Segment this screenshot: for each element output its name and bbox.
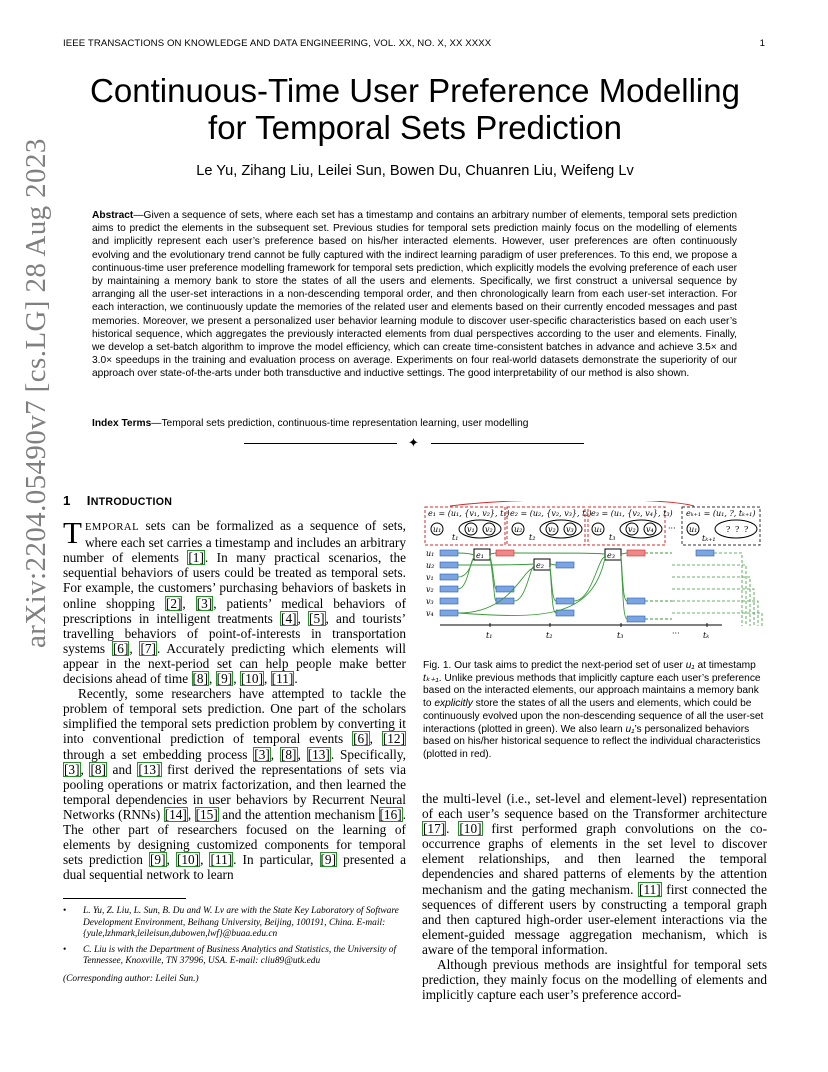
text-run: , xyxy=(270,746,280,762)
encoder-label: e₁ xyxy=(476,551,484,560)
citation-link[interactable]: [4] xyxy=(281,610,297,626)
time-label: tₖ₊₁ xyxy=(702,534,716,543)
text-run: . xyxy=(446,821,459,837)
footnote-affiliation-2 xyxy=(63,945,406,968)
citation-link[interactable]: [3] xyxy=(196,595,213,611)
caption-run: . Unlike previous methods that implicitly capture each user’s preference based on the interacted elements, our approach maintains a memory bank to xyxy=(423,672,761,710)
text-run: . In particular, xyxy=(233,852,320,868)
abstract-text: —Given a sequence of sets, where each set has a timestamp and contains an arbitrary number of elements, temporal sets prediction aims to predict the elements in the subsequent set. Previous studies for temporal sets prediction mainly focus on the modelling of elements and implicitly represent each user’s preference based on his/her interacted elements. However, user preferences are often continuously evolving and the evolutionary trend cannot be fully captured with the indirect learning paradigm of user preferences. To this end, we propose a continuous-time user preference modelling framework for temporal sets prediction, which explicitly models the evolving preference of each user by maintaining a memory bank to store the states of all the users and elements. Specifically, we first construct a universal sequence by arranging all the user-set interactions in a non-descending temporal order, and then chronologically learn from each user-set interaction. For each interaction, we continuously update the memories of the related user and elements based on their currently encoded messages and past memories. Moreover, we present a personalized user behavior learning module to discover user-specific characteristics based on each user’s historical sequence, which aggregates the previously interacted elements from dual perspectives according to the user and elements. Finally, we develop a set-batch algorithm to improve the model efficiency, which can create time-consistent batches in advance and achieve 3.5× and 3.0× speedups in the training and evaluation process on average. Experiments on four real-world datasets demonstrate the superiority of our approach over state-of-the-arts under both transductive and inductive settings. The good interpretability of our method is also shown. xyxy=(92,210,737,380)
arxiv-stamp: arXiv:2204.05490v7 [cs.LG] 28 Aug 2023 xyxy=(20,138,52,648)
citation-link[interactable]: [13] xyxy=(138,761,161,777)
text-run: presented a dual sequential network to learn xyxy=(63,852,407,883)
unknown-mark: ? xyxy=(735,525,740,534)
caption-run: at timestamp xyxy=(694,660,756,671)
drop-cap: T xyxy=(63,515,82,551)
footnote-rule xyxy=(63,898,186,899)
citation-link[interactable]: [14] xyxy=(164,806,187,822)
author-list: Le Yu, Zihang Liu, Leilei Sun, Bowen Du, Chuanren Liu, Weifeng Lv xyxy=(196,163,634,179)
journal-name: IEEE TRANSACTIONS ON KNOWLEDGE AND DATA ENGINEERING, VOL. XX, NO. X, XX XXXX xyxy=(63,38,492,49)
citation-link[interactable]: [6] xyxy=(112,640,129,656)
index-terms-text: —Temporal sets prediction, continuous-time representation learning, user modelling xyxy=(151,418,529,429)
text-run: the multi-level (i.e., set-level and element-level) representation of each user’s sequence based on the Transformer architecture xyxy=(422,791,767,822)
section-separator xyxy=(244,436,584,450)
citation-link[interactable]: [10] xyxy=(176,852,200,868)
encoder-label: e₃ xyxy=(607,551,615,560)
page-number: 1 xyxy=(759,38,765,49)
text-run: , xyxy=(187,806,195,822)
axis-label-t2: t₂ xyxy=(546,631,553,640)
text-run: , xyxy=(233,671,240,687)
node-label: v₂ xyxy=(628,525,636,534)
red-sequence-arc xyxy=(450,501,694,506)
event-label-2: e₂ = (u₂, {v₂, v₃}, t₂) xyxy=(510,509,592,518)
separator-line-right xyxy=(431,443,584,444)
right-column xyxy=(422,791,767,1002)
text-run: . In many practical scenarios, the sequential behaviors of users could be treated as temporal sets. For example, the customers’ purchasing behaviors of baskets in online shopping xyxy=(63,550,406,611)
caption-math: u₁ xyxy=(625,723,635,735)
text-run: , xyxy=(129,640,140,656)
row-label: u₂ xyxy=(426,561,435,570)
separator-diamond-icon: ✦ xyxy=(408,435,419,450)
text-run: , xyxy=(297,610,309,626)
unknown-mark: ? xyxy=(744,525,749,534)
corresponding-author: (Corresponding author: Leilei Sun.) xyxy=(63,973,199,984)
node-label: v₁ xyxy=(467,525,475,534)
figure-caption xyxy=(423,660,766,762)
citation-link[interactable]: [8] xyxy=(192,671,209,687)
text-run: . Specifically, xyxy=(330,746,406,762)
intro-paragraph-1 xyxy=(63,515,406,687)
event-label-3: e₃ = (u₁, {v₂, v₄}, t₃) xyxy=(591,509,673,518)
caption-math: u₁ xyxy=(685,660,695,671)
axis-label-t3: t₃ xyxy=(617,631,624,640)
citation-link[interactable]: [10] xyxy=(459,821,482,837)
citation-link[interactable]: [5] xyxy=(309,610,325,626)
node-label: u₁ xyxy=(433,525,442,534)
node-label: u₁ xyxy=(594,525,603,534)
text-run: , patients’ medical behaviors of prescriptions in intelligent treatments xyxy=(63,595,406,626)
index-terms-label: Index Terms xyxy=(92,418,152,429)
text-run: , xyxy=(200,852,210,868)
text-run: through a set embedding process xyxy=(63,746,254,762)
event-label-next: eₖ₊₁ = (u₁, ?, tₖ₊₁) xyxy=(686,509,756,518)
axis-label-t1: t₁ xyxy=(486,631,493,640)
right-paragraph-1 xyxy=(422,791,767,957)
text-run: and the attention mechanism xyxy=(218,806,379,822)
footnotes xyxy=(63,906,406,986)
intro-paragraph-2 xyxy=(63,686,406,882)
caption-emphasis: explicitly xyxy=(434,698,473,710)
section-first-letter: I xyxy=(86,493,91,508)
caption-run: ’s personalized behaviors based on his/her historical sequence to reflect the individual characteristics (plotted in red). xyxy=(423,723,761,760)
text-run: . The other part of researchers focused on the learning of elements by designing customized components for temporal sets prediction xyxy=(63,806,406,868)
text-run: , xyxy=(166,852,176,868)
abstract-label: Abstract xyxy=(92,210,134,221)
row-label: u₁ xyxy=(426,549,435,558)
section-title-rest: NTRODUCTION xyxy=(90,496,173,508)
running-header xyxy=(63,38,765,49)
index-terms xyxy=(92,418,737,429)
text-run: , xyxy=(209,671,216,687)
text-run: and xyxy=(106,761,138,777)
text-run: , and tourists’ travelling behaviors of point-of-interests in transportation systems xyxy=(63,610,406,656)
text-run: , xyxy=(182,595,196,611)
memory-initial xyxy=(440,550,458,616)
citation-link[interactable]: [3] xyxy=(64,761,80,777)
citation-link[interactable]: [9] xyxy=(216,671,233,687)
axis-ellipsis: ··· xyxy=(672,629,680,638)
citation-link[interactable]: [13] xyxy=(307,746,330,762)
time-label: t₃ xyxy=(609,533,616,542)
citation-link[interactable]: [9] xyxy=(320,852,337,868)
bullet: • xyxy=(63,906,67,916)
right-paragraph-2: Although previous methods are insightful for temporal sets prediction, they mainly focus on the modelling of elements and implicitly capture each user’s preference accord- xyxy=(422,957,767,1003)
citation-link[interactable]: [6] xyxy=(353,731,369,747)
row-label: v₃ xyxy=(426,597,434,606)
memory-updates xyxy=(496,550,714,622)
abstract xyxy=(92,209,737,381)
citation-link[interactable]: [11] xyxy=(639,881,661,897)
row-label: v₁ xyxy=(426,573,434,582)
citation-link[interactable]: [16] xyxy=(379,806,402,822)
separator-line-left xyxy=(244,443,397,444)
citation-link[interactable]: [3] xyxy=(254,746,270,762)
axis-label-tk: tₖ xyxy=(703,631,710,640)
footnote-text: C. Liu is with the Department of Business Analytics and Statistics, the University of Tennessee, Knoxville, TN 37996, USA. E-mail: cliu89@utk.edu xyxy=(83,944,397,967)
caption-math: tₖ₊₁ xyxy=(423,672,439,684)
citation-link[interactable]: [12] xyxy=(382,731,405,747)
paper-title xyxy=(70,72,760,146)
left-column xyxy=(63,493,406,882)
figure-1-diagram xyxy=(422,501,767,647)
citation-link[interactable]: [11] xyxy=(210,852,233,868)
node-label: v₃ xyxy=(566,525,574,534)
text-run: Recently, some researchers have attempted to tackle the problem of temporal sets prediction. One part of the scholars simplified the temporal sets prediction problem by converting it into conventional prediction of temporal events xyxy=(63,686,406,747)
caption-run: Fig. 1. Our task aims to predict the next-period set of user xyxy=(423,660,686,671)
citation-link[interactable]: [1] xyxy=(188,550,204,566)
title-line-1: Continuous-Time User Preference Modelling xyxy=(90,72,740,109)
lead-smallcaps: EMPORAL xyxy=(84,522,140,534)
row-label: v₄ xyxy=(426,609,434,618)
text-run: sets can be formalized as a sequence of sets, where each set carries a timestamp and includes an arbitrary number of elements xyxy=(63,518,406,566)
citation-link[interactable]: [15] xyxy=(195,806,218,822)
citation-link[interactable]: [11] xyxy=(271,671,294,687)
text-run: first derived the representations of sets via pooling operations or matrix factorization, and then learned the temporal dependencies in user behaviors by Recurrent Neural Networks (RNNs) xyxy=(63,761,406,822)
footnote-affiliation-1 xyxy=(63,906,406,941)
text-run: , xyxy=(369,731,382,747)
row-label: v₂ xyxy=(426,585,434,594)
time-label: t₂ xyxy=(529,533,536,542)
node-label: u₁ xyxy=(689,525,698,534)
citation-link[interactable]: [7] xyxy=(140,640,156,656)
text-run: first connected the sequences of different users by constructing a temporal graph and then captured high-order user-element interactions via the element-guided message aggregation mechanism, which is aware of the temporal information. xyxy=(422,881,767,957)
footnote-text: L. Yu, Z. Liu, L. Sun, B. Du and W. Lv are with the State Key Laboratory of Software Development Environment, Beihang University, Beijing, 100191, China. E-mail: {yule,lzhmark,leileisun,dubowen,lwf}@buaa.edu.cn xyxy=(83,906,399,940)
event-label-1: e₁ = (u₁, {v₁, v₂}, t₁) xyxy=(428,509,510,518)
encoder-label: e₂ xyxy=(536,561,544,570)
section-number: 1 xyxy=(63,493,71,508)
unknown-mark: ? xyxy=(726,525,731,534)
text-run: , xyxy=(264,671,271,687)
section-heading xyxy=(63,493,406,510)
citation-link[interactable]: [8] xyxy=(280,746,297,762)
time-label: t₁ xyxy=(452,533,459,542)
node-label: v₂ xyxy=(548,525,556,534)
text-run: . Accurately predicting which elements will appear in the next-period set can help people make better decisions ahead of time xyxy=(63,640,406,687)
pending-flow-lines xyxy=(672,553,762,626)
caption-run: store the states of all the users and elements, which could be continuously evolved upon the non-descending sequence of all the user-set interactions (plotted in green). We also learn xyxy=(423,698,764,735)
citation-link[interactable]: [8] xyxy=(90,761,106,777)
citation-link[interactable]: [9] xyxy=(150,852,166,868)
row-labels xyxy=(426,549,434,618)
node-label: v₄ xyxy=(646,525,654,534)
citation-link[interactable]: [2] xyxy=(165,595,182,611)
text-run: . xyxy=(294,671,298,687)
node-label: u₂ xyxy=(514,525,523,534)
text-run: , xyxy=(80,761,90,777)
citation-link[interactable]: [10] xyxy=(240,671,263,687)
node-label: v₂ xyxy=(485,525,493,534)
text-run: first performed graph convolutions on the co-occurrence graphs of elements in the set level to discover element relationships, and then learned the temporal dependencies and shared patterns of elements by the attention mechanism and the gating mechanism. xyxy=(422,821,767,897)
ellipsis: ··· xyxy=(668,524,676,533)
text-run: , xyxy=(297,746,307,762)
citation-link[interactable]: [17] xyxy=(423,821,446,837)
title-line-2: for Temporal Sets Prediction xyxy=(208,109,622,146)
bullet: • xyxy=(63,944,67,955)
